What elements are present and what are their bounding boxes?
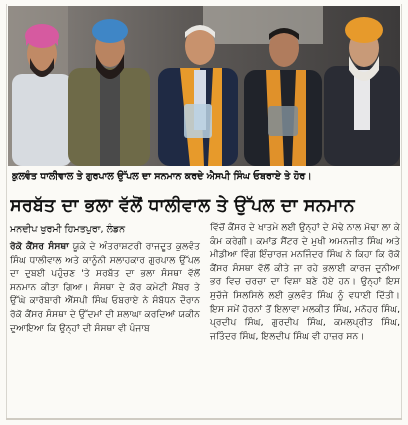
article-text-right: ਵਿੱਚੋਂ ਕੈਂਸਰ ਦੇ ਖਾਤਮੇ ਲਈ ਉਨ੍ਹਾਂ ਦੇ ਮੋਢੇ ਨਾਲ ਮੋਢਾ ਲਾ ਕੇ ਕੰਮ ਕਰੇਗੀ। ਕਮਾਂਡ ਸੈਂਟਰ ਦੇ ਮੁਖੀ ਅਮਨਜੀਤ ਸਿੰਘ ਅਤੇ ਮੀਡੀਆ ਵਿੰਗ ਇੰਚਾਰਜ ਮਨਜਿੰਦਰ ਸਿੰਘ ਨੇ ਕਿਹਾ ਕਿ ਰੋਕੋ ਕੈਂਸਰ ਸੰਸਥਾ ਵੱਲੋਂ ਕੀਤੇ ਜਾ ਰਹੇ ਭਲਾਈ ਕਾਰਜ ਦੁਨੀਆ ਭਰ ਵਿਚ ਚਰਚਾ ਦਾ ਵਿਸ਼ਾ ਬਣੇ ਹੋਏ ਹਨ। ਉਨ੍ਹਾਂ ਇਸ ਸੁਚੱਜੇ ਸਿਲਸਿਲੇ ਲਈ ਕੁਲਵੰਤ ਸਿੰਘ ਨੂੰ ਵਧਾਈ ਦਿੱਤੀ। ਇਸ ਸਮੇਂ ਹੋਰਨਾਂ ਤੋਂ ਇਲਾਵਾ ਮਲਕੀਤ ਸਿੰਘ, ਮਨੋਹਰ ਸਿੰਘ, ਪ੍ਰਦੀਪ ਸਿੰਘ, ਗੁਰਦੀਪ ਸਿੰਘ, ਕਮਲਪ੍ਰੀਤ ਸਿੰਘ, ਜਤਿੰਦਰ ਸਿੰਘ, ਇਲਦੀਪ ਸਿੰਘ ਵੀ ਹਾਜ਼ਰ ਸਨ। [210,222,400,342]
photo-illustration [8,6,400,166]
byline: ਮਨਦੀਪ ਖੁਰਮੀ ਹਿਮਤਪੁਰਾ, ਲੰਡਨ [10,224,126,235]
article-text-left: ਯੂਕੇ ਦੇ ਅੰਤਰਾਸ਼ਟਰੀ ਰਾਜਦੂਤ ਕੁਲਵੰਤ ਸਿੰਘ ਧਾਲੀਵਾਲ ਅਤੇ ਕਾਨੂੰਨੀ ਸਲਾਹਕਾਰ ਗੁਰਪਾਲ ਉੱਪਲ ਦਾ ਦੁਬਈ ਪਹੁੰਚਣ 'ਤੇ ਸਰਬੱਤ ਦਾ ਭਲਾ ਸੰਸਥਾ ਵੱਲੋਂ ਸਨਮਾਨ ਕੀਤਾ ਗਿਆ। ਸੰਸਥਾ ਦੇ ਕੋਰ ਕਮੇਟੀ ਮੈਂਬਰ ਤੇ ਉੱਘੇ ਕਾਰੋਬਾਰੀ ਐੱਸਪੀ ਸਿੰਘ ਓਬਰਾਏ ਨੇ ਸੰਬੋਧਨ ਦੌਰਾਨ ਰੋਕੋ ਕੈਂਸਰ ਸੰਸਥਾ ਦੇ ਉੱਦਮਾਂ ਦੀ ਸ਼ਲਾਘਾ ਕਰਦਿਆਂ ਯਕੀਨ ਦੁਆਇਆ ਕਿ ਉਨ੍ਹਾਂ ਦੀ ਸੰਸਥਾ ਵੀ ਪੰਜਾਬ [10,241,200,334]
article-lead: ਰੋਕੋ ਕੈਂਸਰ ਸੰਸਥਾ [10,241,69,252]
article-column-right [210,221,400,343]
photo-caption: ਕੁਲਵੰਤ ਧਾਲੀਵਾਲ ਤੇ ਗੁਰਪਾਲ ਉੱਪਲ ਦਾ ਸਨਮਾਨ ਕਰਦੇ ਐਸਪੀ ਸਿੰਘ ਓਬਰਾਏ ਤੇ ਹੋਰ। [12,171,312,182]
news-photo [8,6,400,166]
headline: ਸਰਬੱਤ ਦਾ ਭਲਾ ਵੱਲੋਂ ਧਾਲੀਵਾਲ ਤੇ ਉੱਪਲ ਦਾ ਸਨਮਾਨ [10,196,355,216]
article-column-left [10,240,200,335]
article-paragraph-left [10,240,200,335]
bottom-rule [6,418,402,420]
